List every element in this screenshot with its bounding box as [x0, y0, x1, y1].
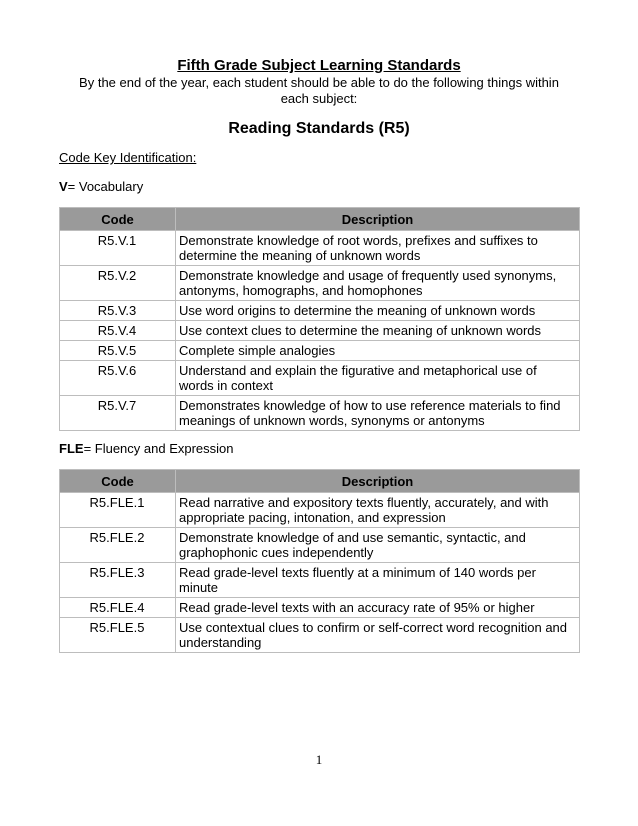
- standard-code: R5.V.5: [60, 341, 176, 361]
- table-row: [60, 528, 580, 563]
- column-header-description: Description: [176, 470, 580, 493]
- table-row: [60, 563, 580, 598]
- document-subtitle: By the end of the year, each student should be able to do the following things within each subject:: [79, 75, 559, 106]
- standard-code: R5.V.2: [60, 266, 176, 301]
- standard-description: Demonstrate knowledge of and use semantic, syntactic, and graphophonic cues independently: [176, 528, 580, 563]
- standard-code: R5.FLE.4: [60, 598, 176, 618]
- standard-description: Demonstrate knowledge and usage of frequently used synonyms, antonyms, homographs, and homophones: [176, 266, 580, 301]
- standard-code: R5.V.7: [60, 396, 176, 431]
- fluency-label-text: = Fluency and Expression: [83, 441, 234, 456]
- standard-description: Use word origins to determine the meaning of unknown words: [176, 301, 580, 321]
- column-header-code: Code: [60, 470, 176, 493]
- page-number: 1: [315, 752, 323, 767]
- column-header-code: Code: [60, 208, 176, 231]
- code-key-heading: Code Key Identification:: [59, 150, 197, 165]
- standard-description: Demonstrates knowledge of how to use reference materials to find meanings of unknown words, synonyms or antonyms: [176, 396, 580, 431]
- table-row: [60, 493, 580, 528]
- vocabulary-table: [59, 207, 580, 431]
- table-row: [60, 341, 580, 361]
- table-row: [60, 396, 580, 431]
- column-header-description: Description: [176, 208, 580, 231]
- document-title: Fifth Grade Subject Learning Standards: [177, 57, 461, 74]
- standard-description: Use context clues to determine the meaning of unknown words: [176, 321, 580, 341]
- fluency-abbr: FLE: [59, 441, 84, 456]
- table-row: [60, 266, 580, 301]
- standard-code: R5.V.6: [60, 361, 176, 396]
- standard-code: R5.V.4: [60, 321, 176, 341]
- standard-description: Read grade-level texts fluently at a minimum of 140 words per minute: [176, 563, 580, 598]
- vocabulary-abbr: V: [59, 179, 68, 194]
- standard-description: Demonstrate knowledge of root words, prefixes and suffixes to determine the meaning of unknown words: [176, 231, 580, 266]
- table-row: [60, 321, 580, 341]
- standard-code: R5.FLE.5: [60, 618, 176, 653]
- fluency-label: [59, 441, 234, 457]
- table-row: [60, 598, 580, 618]
- standard-description: Understand and explain the figurative and metaphorical use of words in context: [176, 361, 580, 396]
- table-row: [60, 361, 580, 396]
- table-header-row: [60, 470, 580, 493]
- standard-description: Use contextual clues to confirm or self-correct word recognition and understanding: [176, 618, 580, 653]
- standard-code: R5.V.3: [60, 301, 176, 321]
- standard-code: R5.V.1: [60, 231, 176, 266]
- standard-code: R5.FLE.1: [60, 493, 176, 528]
- standard-description: Read grade-level texts with an accuracy rate of 95% or higher: [176, 598, 580, 618]
- fluency-table: [59, 469, 580, 653]
- standard-description: Complete simple analogies: [176, 341, 580, 361]
- table-row: [60, 231, 580, 266]
- standard-code: R5.FLE.2: [60, 528, 176, 563]
- vocabulary-label-text: = Vocabulary: [67, 179, 144, 194]
- section-title: Reading Standards (R5): [228, 120, 410, 137]
- table-row: [60, 301, 580, 321]
- table-header-row: [60, 208, 580, 231]
- table-row: [60, 618, 580, 653]
- standard-description: Read narrative and expository texts fluently, accurately, and with appropriate pacing, intonation, and expression: [176, 493, 580, 528]
- vocabulary-label: [59, 179, 143, 195]
- standard-code: R5.FLE.3: [60, 563, 176, 598]
